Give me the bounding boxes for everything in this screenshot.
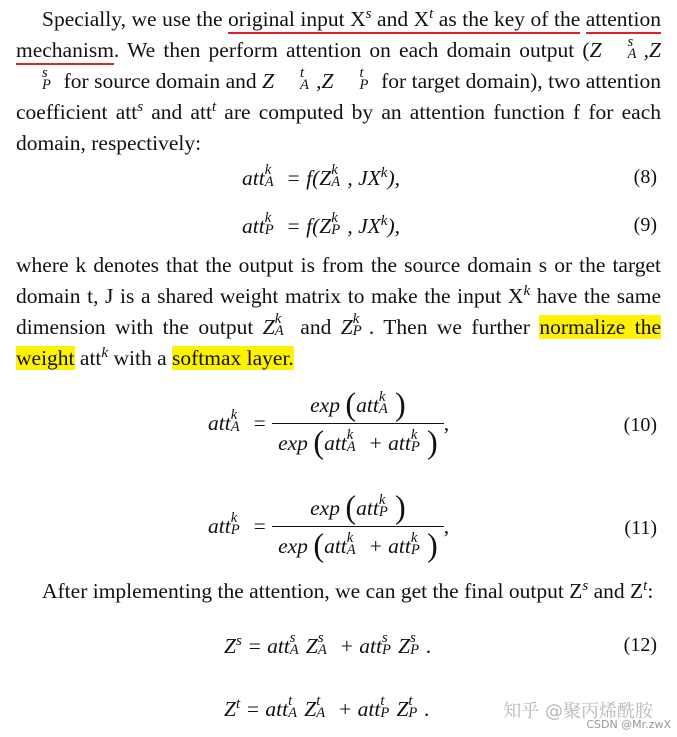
paragraph-attention-intro	[16, 4, 661, 159]
fraction: exp (att k A ) exp (att k A + att k P )	[272, 386, 444, 461]
math-za-zp-target: Z t A ,Z t P	[262, 64, 369, 94]
math-za-zp-source: Z s A ,Z s P	[42, 33, 661, 94]
text-run: for source domain and	[58, 69, 263, 93]
text-run: . We then perform attention on each domain output (	[113, 38, 590, 62]
paragraph-final-output	[16, 576, 661, 607]
fraction: exp (att k P ) exp (att k A + att k P )	[272, 489, 444, 564]
equation-10	[0, 386, 677, 470]
text-run: :	[647, 579, 654, 603]
equation-body: att k P = exp (att k P ) exp (att k A + att k P ) ,	[208, 489, 450, 563]
equation-number: (12)	[623, 634, 657, 656]
math-sup: t	[643, 577, 648, 594]
red-underline-annotation-2: attention mechanism	[16, 7, 661, 65]
superscript-s: s	[365, 5, 372, 22]
text-run: After implementing the attention, we can get the final output Z	[42, 579, 583, 603]
equation-number: (11)	[624, 517, 657, 539]
math-sup: s	[137, 98, 144, 115]
text-run: for target domain), two attention coefficient att	[16, 69, 661, 124]
text-run: att	[74, 346, 102, 370]
equation-number: (9)	[633, 214, 657, 236]
equation-body: $Z^t$ = att t A Z t A + att t P Z t P .	[224, 692, 430, 722]
equation-8	[0, 161, 677, 202]
equation-body: att k A = exp (att k A ) exp (att k A + att k P ) ,	[208, 386, 450, 460]
superscript-t: t	[429, 5, 434, 22]
text-run: have the same dimension with the output	[16, 284, 661, 339]
equation-body: att k A = f(Z k A , $JX^k$),	[242, 161, 400, 191]
equation-body: $Z^s$ = att s A Z s A + att s P Z s P .	[224, 629, 432, 659]
math-zp: Z k P	[340, 310, 362, 340]
text-run: Specially, we use the	[42, 7, 229, 31]
equation-number: (10)	[623, 414, 657, 436]
equation-12	[0, 629, 677, 670]
text-run: and	[290, 315, 341, 339]
text-run: and att	[143, 100, 212, 124]
text-run: with a	[108, 346, 172, 370]
zhihu-watermark: 知乎 @聚丙烯酰胺	[503, 701, 653, 722]
yellow-highlight-1: normalize the weight	[16, 315, 661, 370]
text-run: are computed by an attention function f for each domain, respectively:	[16, 100, 661, 155]
text-run: where k denotes that the output is from the source domain s or the target domain t, J is a shared weight matrix to make the input X	[16, 253, 661, 308]
math-za: Z k A	[262, 310, 284, 340]
math-sup: k	[101, 344, 109, 361]
text-run: and Z	[588, 579, 644, 603]
text-run: . Then we further	[368, 315, 540, 339]
csdn-watermark: CSDN @Mr.zwX	[586, 718, 671, 731]
equation-9	[0, 209, 677, 250]
yellow-highlight-2: softmax layer.	[172, 346, 294, 370]
math-sup: s	[582, 577, 589, 594]
math-sup: t	[211, 98, 217, 115]
underlined-text: as the key of the	[433, 7, 581, 31]
red-underline-annotation-1	[228, 7, 580, 34]
underlined-text: and X	[371, 7, 430, 31]
equation-11	[0, 489, 677, 573]
paragraph-notation	[16, 250, 661, 374]
equation-body: att k P = f(Z k P , $JX^k$),	[242, 209, 400, 239]
math-sup: k	[523, 282, 531, 299]
equation-number: (8)	[633, 166, 657, 188]
underlined-text: original input X	[228, 7, 366, 31]
